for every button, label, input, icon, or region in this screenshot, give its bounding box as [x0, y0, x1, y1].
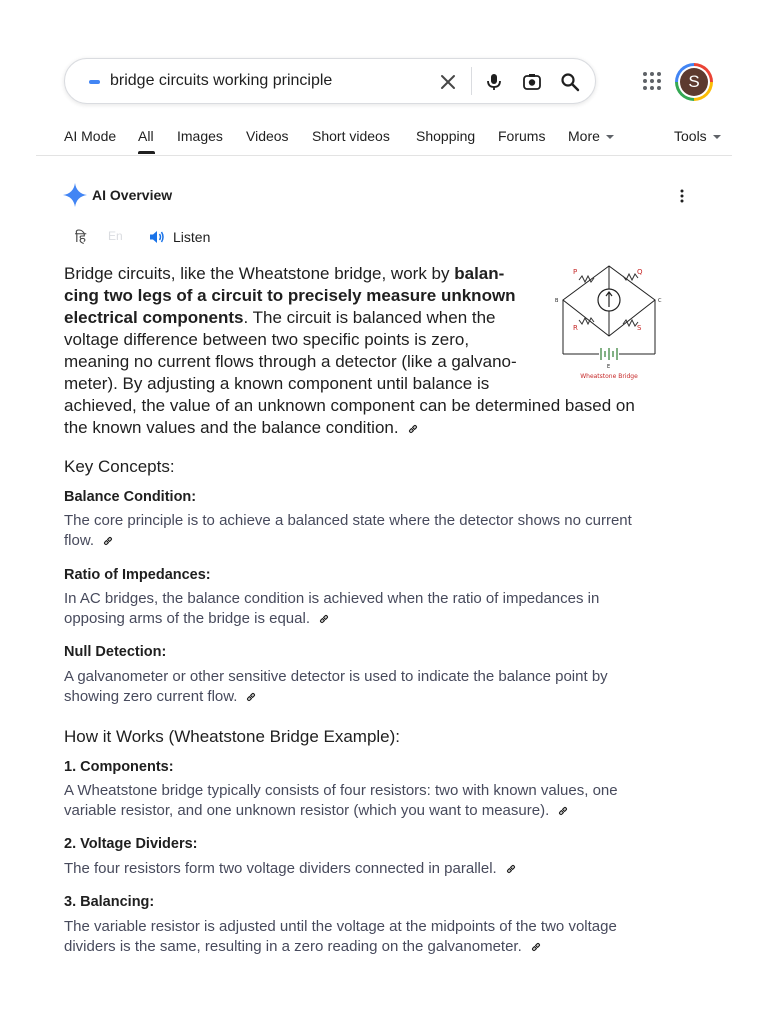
step-body: [64, 859, 684, 879]
tab-more-label: More: [568, 128, 600, 144]
step-text: variable resistor, and one unknown resistor (which you want to measure).: [64, 802, 550, 819]
listen-button[interactable]: Listen: [173, 229, 211, 245]
link-icon[interactable]: [318, 613, 330, 625]
summary-text: achieved, the value of an unknown component can be determined based on: [64, 396, 635, 415]
clear-icon[interactable]: [436, 70, 460, 94]
summary-bold: cing two legs of a circuit to precisely measure unknown: [64, 286, 516, 305]
concept-text: flow.: [64, 532, 95, 549]
chevron-down-icon: [713, 135, 721, 139]
svg-text:Q: Q: [637, 268, 643, 276]
speaker-icon[interactable]: [149, 229, 165, 245]
chevron-down-icon: [606, 135, 614, 139]
step-body: [64, 917, 684, 957]
tab-shopping[interactable]: Shopping: [416, 128, 476, 144]
apps-grid-icon[interactable]: [640, 69, 664, 93]
step-text: The four resistors form two voltage dividers connected in parallel.: [64, 860, 497, 877]
search-input[interactable]: bridge circuits working principle: [110, 72, 333, 89]
svg-text:S: S: [637, 324, 642, 332]
tab-short-videos[interactable]: Short videos: [312, 128, 390, 144]
active-tab-indicator: [138, 151, 155, 154]
svg-text:B: B: [555, 298, 559, 304]
search-icon[interactable]: [558, 70, 582, 94]
lens-camera-icon[interactable]: [520, 70, 544, 94]
concept-title: Balance Condition:: [64, 489, 197, 505]
concept-title: Null Detection:: [64, 644, 167, 660]
tab-tools[interactable]: [674, 127, 721, 145]
link-icon[interactable]: [530, 941, 542, 953]
key-concepts-heading: Key Concepts:: [64, 457, 175, 476]
concept-text: In AC bridges, the balance condition is achieved when the ratio of impedances in: [64, 590, 600, 607]
summary-text: the known values and the balance condition.: [64, 418, 399, 437]
sparkle-icon: [63, 183, 87, 207]
tab-ai-mode[interactable]: AI Mode: [64, 128, 117, 144]
concept-body: [64, 667, 684, 707]
tab-videos[interactable]: Videos: [246, 128, 289, 144]
search-box[interactable]: [64, 58, 596, 104]
concept-text: The core principle is to achieve a balanced state where the detector shows no current: [64, 512, 632, 529]
svg-text:P: P: [573, 268, 578, 276]
summary-text: meter). By adjusting a known component until balance is: [64, 374, 490, 393]
thumbnail-caption: Wheatstone Bridge: [580, 373, 638, 380]
step-text: A Wheatstone bridge typically consists of four resistors: two with known values, one: [64, 782, 618, 799]
google-dot-icon: [89, 80, 100, 84]
avatar-letter: S: [680, 68, 708, 96]
tab-more[interactable]: [568, 127, 614, 145]
step-title: 2. Voltage Dividers:: [64, 836, 198, 852]
concept-title: Ratio of Impedances:: [64, 567, 211, 583]
summary-text: voltage difference between two specific points is zero,: [64, 330, 470, 349]
microphone-icon[interactable]: [482, 70, 506, 94]
language-hindi-toggle[interactable]: हि: [75, 229, 87, 245]
summary-text: Bridge circuits, like the Wheatstone bridge, work by: [64, 264, 455, 283]
link-icon[interactable]: [102, 535, 114, 547]
concept-body: [64, 511, 684, 551]
link-icon[interactable]: [557, 805, 569, 817]
concept-body: [64, 589, 684, 629]
concept-text: showing zero current flow.: [64, 688, 238, 705]
svg-text:E: E: [607, 364, 611, 370]
link-icon[interactable]: [505, 863, 517, 875]
ai-overview-title: AI Overview: [92, 187, 173, 203]
wheatstone-bridge-thumbnail[interactable]: [553, 262, 665, 380]
tab-all[interactable]: All: [138, 128, 154, 144]
tab-forums[interactable]: Forums: [498, 128, 546, 144]
language-english-toggle[interactable]: En: [108, 229, 123, 243]
tabs-divider: [36, 155, 732, 156]
step-text: dividers is the same, resulting in a zero reading on the galvanometer.: [64, 938, 522, 955]
summary-text: . The circuit is balanced when the: [243, 308, 496, 327]
step-text: The variable resistor is adjusted until the voltage at the midpoints of the two voltage: [64, 918, 617, 935]
more-options-icon[interactable]: [678, 188, 686, 204]
link-icon[interactable]: [407, 423, 419, 435]
summary-bold: balan-: [454, 264, 505, 283]
search-divider: [471, 67, 472, 95]
step-title: 3. Balancing:: [64, 894, 155, 910]
account-avatar[interactable]: [675, 63, 713, 101]
svg-text:C: C: [658, 298, 662, 304]
tab-images[interactable]: Images: [177, 128, 223, 144]
step-body: [64, 781, 684, 821]
summary-text: meaning no current flows through a detector (like a galvano-: [64, 352, 517, 371]
svg-text:R: R: [573, 324, 578, 332]
concept-text: opposing arms of the bridge is equal.: [64, 610, 310, 627]
summary-bold: electrical components: [64, 308, 244, 327]
tab-tools-label: Tools: [674, 128, 707, 144]
concept-text: A galvanometer or other sensitive detector is used to indicate the balance point by: [64, 668, 608, 685]
link-icon[interactable]: [245, 691, 257, 703]
step-title: 1. Components:: [64, 759, 174, 775]
avatar-border: [678, 66, 710, 98]
how-it-works-heading: How it Works (Wheatstone Bridge Example):: [64, 727, 401, 746]
